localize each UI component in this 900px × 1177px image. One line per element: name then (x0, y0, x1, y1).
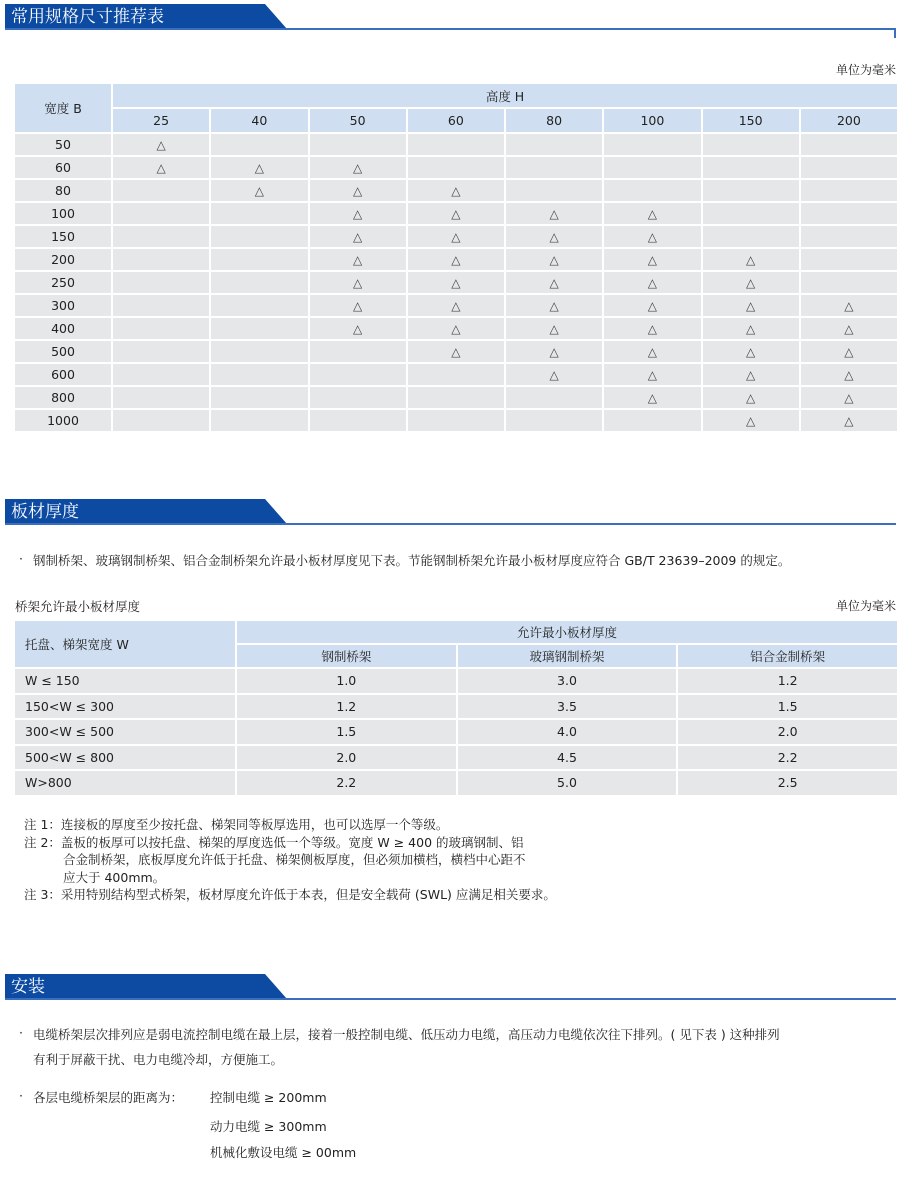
table-cell (211, 226, 307, 247)
col-header-height: 50 (310, 109, 406, 132)
section-banner-install (0, 970, 900, 1010)
table-cell (310, 387, 406, 408)
table-cell (604, 134, 700, 155)
triangle-mark-icon: △ (353, 230, 363, 244)
table-cell (113, 203, 209, 224)
min-thickness-table (13, 619, 899, 797)
table-cell (506, 364, 602, 385)
thickness-intro: 钢制桥架、玻璃钢制桥架、铝合金制桥架允许最小板材厚度见下表。节能钢制桥架允许最小板材厚度应符合 GB/T 23639–2009 的规定。 (33, 553, 791, 568)
table-cell (703, 364, 799, 385)
table-cell (506, 272, 602, 293)
triangle-mark-icon: △ (353, 184, 363, 198)
table-cell (703, 180, 799, 201)
col-header-height: 60 (408, 109, 504, 132)
triangle-mark-icon: △ (156, 161, 166, 175)
table-cell (604, 410, 700, 431)
thickness-value: 1.2 (237, 695, 456, 719)
table-cell (801, 249, 897, 270)
triangle-mark-icon: △ (451, 207, 461, 221)
triangle-mark-icon: △ (549, 345, 559, 359)
note-1: 注 1：连接板的厚度至少按托盘、梯架同等板厚选用，也可以选厚一个等级。 (24, 817, 449, 832)
triangle-mark-icon: △ (353, 207, 363, 221)
table-cell (801, 180, 897, 201)
table-cell (801, 410, 897, 431)
triangle-mark-icon: △ (844, 299, 854, 313)
table-cell (604, 249, 700, 270)
thickness-value: 2.2 (237, 771, 456, 795)
col-group-min-thickness: 允许最小板材厚度 (237, 621, 897, 643)
table-row (15, 226, 897, 247)
triangle-mark-icon: △ (844, 345, 854, 359)
col-header-height: 150 (703, 109, 799, 132)
note-2-line-2: 合金制桥架，底板厚度允许低于托盘、梯架侧板厚度，但必须加横档，横档中心距不 (63, 852, 526, 868)
install-paragraph-line-2: 有利于屏蔽干扰、电力电缆冷却，方便施工。 (33, 1052, 284, 1067)
triangle-mark-icon: △ (156, 138, 166, 152)
table-cell (408, 203, 504, 224)
table-row (15, 669, 897, 693)
banner-rule (5, 28, 896, 30)
triangle-mark-icon: △ (647, 322, 657, 336)
row-header-width-b: 宽度 B (15, 84, 111, 132)
triangle-mark-icon: △ (549, 368, 559, 382)
table-cell (801, 364, 897, 385)
distance-mechanized-cable: 机械化敷设电缆 ≥ 00mm (210, 1145, 357, 1160)
section-banner-specs (0, 0, 900, 40)
table-row (15, 157, 897, 178)
thickness-value: 2.2 (678, 746, 897, 770)
table-row (15, 180, 897, 201)
row-width-range: W>800 (15, 771, 235, 795)
size-recommendation-table (13, 82, 899, 433)
table-cell (211, 341, 307, 362)
table-cell (211, 410, 307, 431)
thickness-value: 1.5 (237, 720, 456, 744)
table-cell (211, 249, 307, 270)
table-cell (801, 341, 897, 362)
triangle-mark-icon: △ (451, 299, 461, 313)
triangle-mark-icon: △ (451, 322, 461, 336)
table-row (15, 410, 897, 431)
row-width-value: 50 (15, 134, 111, 155)
table-cell (604, 364, 700, 385)
table-cell (310, 341, 406, 362)
table-cell (506, 226, 602, 247)
thickness-value: 1.2 (678, 669, 897, 693)
row-width-value: 400 (15, 318, 111, 339)
triangle-mark-icon: △ (746, 253, 756, 267)
col-header-height: 200 (801, 109, 897, 132)
table-cell (408, 318, 504, 339)
table-cell (408, 157, 504, 178)
table-cell (408, 295, 504, 316)
table-cell (604, 226, 700, 247)
table-cell (604, 272, 700, 293)
triangle-mark-icon: △ (353, 253, 363, 267)
table-cell (801, 203, 897, 224)
triangle-mark-icon: △ (746, 276, 756, 290)
table-row (15, 720, 897, 744)
table-cell (310, 157, 406, 178)
table-cell (506, 318, 602, 339)
thickness-value: 1.5 (678, 695, 897, 719)
thickness-value: 3.0 (458, 669, 677, 693)
triangle-mark-icon: △ (353, 276, 363, 290)
table-cell (113, 410, 209, 431)
table-cell (310, 226, 406, 247)
table-cell (408, 341, 504, 362)
table-cell (113, 249, 209, 270)
table-cell (408, 387, 504, 408)
table-row (15, 203, 897, 224)
row-width-value: 500 (15, 341, 111, 362)
triangle-mark-icon: △ (647, 299, 657, 313)
banner-block (5, 974, 287, 999)
col-header-height: 80 (506, 109, 602, 132)
row-width-range: 500<W ≤ 800 (15, 746, 235, 770)
table-cell (604, 157, 700, 178)
table-cell (506, 157, 602, 178)
unit-label: 单位为毫米 (835, 599, 896, 613)
table-cell (801, 157, 897, 178)
table-cell (801, 387, 897, 408)
thickness-value: 2.5 (678, 771, 897, 795)
table-cell (211, 134, 307, 155)
thickness-value: 1.0 (237, 669, 456, 693)
table-cell (310, 272, 406, 293)
table-cell (211, 364, 307, 385)
table-cell (703, 272, 799, 293)
bullet-dot: · (19, 1025, 23, 1040)
col-header-material: 钢制桥架 (237, 645, 456, 667)
triangle-mark-icon: △ (844, 414, 854, 428)
table-cell (801, 318, 897, 339)
triangle-mark-icon: △ (549, 299, 559, 313)
table-cell (310, 318, 406, 339)
table-cell (703, 410, 799, 431)
table-cell (113, 134, 209, 155)
table-cell (801, 295, 897, 316)
triangle-mark-icon: △ (647, 207, 657, 221)
table-row (15, 387, 897, 408)
note-2-line-1: 注 2：盖板的板厚可以按托盘、梯架的厚度选低一个等级。宽度 W ≥ 400 的玻璃钢制、铝 (24, 834, 524, 850)
table-cell (703, 203, 799, 224)
triangle-mark-icon: △ (844, 322, 854, 336)
triangle-mark-icon: △ (254, 161, 264, 175)
triangle-mark-icon: △ (647, 368, 657, 382)
table-row (15, 249, 897, 270)
install-paragraph-line-1: 电缆桥架层次排列应是弱电流控制电缆在最上层，接着一般控制电缆、低压动力电缆，高压动力电缆依次往下排列。( 见下表 ) 这种排列 (33, 1027, 780, 1042)
row-width-range: 150<W ≤ 300 (15, 695, 235, 719)
table-cell (408, 364, 504, 385)
bullet-dot: · (19, 1088, 23, 1103)
section-title: 安装 (11, 977, 45, 997)
unit-label: 单位为毫米 (835, 63, 896, 77)
table-cell (703, 318, 799, 339)
thickness-value: 4.0 (458, 720, 677, 744)
table-cell (703, 341, 799, 362)
notes (24, 816, 556, 904)
row-width-value: 150 (15, 226, 111, 247)
table-cell (113, 318, 209, 339)
banner-rule (5, 998, 896, 1000)
table-cell (310, 295, 406, 316)
triangle-mark-icon: △ (549, 253, 559, 267)
distance-power-cable: 动力电缆 ≥ 300mm (210, 1119, 327, 1134)
table-cell (211, 318, 307, 339)
table-cell (506, 249, 602, 270)
triangle-mark-icon: △ (451, 230, 461, 244)
table-row (15, 318, 897, 339)
table-cell (506, 295, 602, 316)
thickness-value: 2.0 (237, 746, 456, 770)
triangle-mark-icon: △ (549, 230, 559, 244)
triangle-mark-icon: △ (844, 391, 854, 405)
triangle-mark-icon: △ (451, 345, 461, 359)
table-cell (604, 295, 700, 316)
table-cell (113, 295, 209, 316)
table-cell (801, 226, 897, 247)
table-cell (801, 134, 897, 155)
triangle-mark-icon: △ (647, 276, 657, 290)
triangle-mark-icon: △ (451, 253, 461, 267)
triangle-mark-icon: △ (647, 230, 657, 244)
row-width-value: 60 (15, 157, 111, 178)
table-cell (703, 295, 799, 316)
table-cell (113, 387, 209, 408)
table-cell (506, 387, 602, 408)
row-width-value: 80 (15, 180, 111, 201)
row-width-range: 300<W ≤ 500 (15, 720, 235, 744)
table-cell (211, 387, 307, 408)
row-width-value: 200 (15, 249, 111, 270)
table-cell (211, 157, 307, 178)
table-cell (408, 272, 504, 293)
thickness-value: 5.0 (458, 771, 677, 795)
table-row (15, 771, 897, 795)
table-cell (211, 295, 307, 316)
table-cell (506, 180, 602, 201)
table-cell (211, 272, 307, 293)
triangle-mark-icon: △ (451, 184, 461, 198)
thickness-value: 2.0 (678, 720, 897, 744)
triangle-mark-icon: △ (746, 368, 756, 382)
triangle-mark-icon: △ (353, 322, 363, 336)
table-cell (703, 157, 799, 178)
col-header-material: 铝合金制桥架 (678, 645, 897, 667)
table-row (15, 295, 897, 316)
table-cell (506, 134, 602, 155)
row-width-value: 1000 (15, 410, 111, 431)
table-cell (801, 272, 897, 293)
table-cell (310, 134, 406, 155)
triangle-mark-icon: △ (549, 276, 559, 290)
distance-control-cable: 控制电缆 ≥ 200mm (210, 1090, 327, 1105)
col-header-height: 40 (211, 109, 307, 132)
table-cell (408, 180, 504, 201)
triangle-mark-icon: △ (647, 391, 657, 405)
table-cell (211, 203, 307, 224)
table-cell (408, 226, 504, 247)
note-2-line-3: 应大于 400mm。 (63, 869, 166, 885)
table-cell (310, 180, 406, 201)
row-width-value: 300 (15, 295, 111, 316)
table-cell (604, 203, 700, 224)
col-header-material: 玻璃钢制桥架 (458, 645, 677, 667)
table-cell (703, 226, 799, 247)
thickness-value: 3.5 (458, 695, 677, 719)
triangle-mark-icon: △ (549, 322, 559, 336)
note-3: 注 3：采用特别结构型式桥架，板材厚度允许低于本表，但是安全载荷 (SWL) 应满足相关要求。 (24, 887, 556, 903)
table-cell (408, 249, 504, 270)
table-cell (113, 226, 209, 247)
row-width-value: 100 (15, 203, 111, 224)
triangle-mark-icon: △ (353, 299, 363, 313)
table-cell (113, 341, 209, 362)
banner-rule (5, 523, 896, 525)
triangle-mark-icon: △ (254, 184, 264, 198)
triangle-mark-icon: △ (647, 253, 657, 267)
row-width-value: 800 (15, 387, 111, 408)
table-cell (604, 387, 700, 408)
col-header-height: 25 (113, 109, 209, 132)
table-cell (703, 387, 799, 408)
table-row (15, 341, 897, 362)
table-cell (211, 180, 307, 201)
distance-label: 各层电缆桥架层的距离为： (33, 1090, 184, 1105)
triangle-mark-icon: △ (746, 345, 756, 359)
row-width-value: 600 (15, 364, 111, 385)
table-cell (604, 180, 700, 201)
table-cell (113, 180, 209, 201)
section-title: 常用规格尺寸推荐表 (11, 7, 164, 27)
table-row (15, 364, 897, 385)
banner-tick (894, 28, 896, 38)
triangle-mark-icon: △ (451, 276, 461, 290)
row-width-range: W ≤ 150 (15, 669, 235, 693)
table-cell (506, 410, 602, 431)
row-header-width-w: 托盘、梯架宽度 W (15, 621, 235, 667)
col-group-height-h: 高度 H (113, 84, 897, 107)
triangle-mark-icon: △ (844, 368, 854, 382)
table-cell (506, 341, 602, 362)
thickness-value: 4.5 (458, 746, 677, 770)
section-banner-thickness (0, 495, 900, 535)
triangle-mark-icon: △ (746, 414, 756, 428)
table-cell (506, 203, 602, 224)
table-cell (310, 203, 406, 224)
col-header-height: 100 (604, 109, 700, 132)
triangle-mark-icon: △ (746, 299, 756, 313)
row-width-value: 250 (15, 272, 111, 293)
table-cell (113, 157, 209, 178)
table-cell (113, 272, 209, 293)
table-cell (703, 134, 799, 155)
table-caption: 桥架允许最小板材厚度 (15, 599, 141, 614)
table-cell (310, 410, 406, 431)
table-row (15, 695, 897, 719)
triangle-mark-icon: △ (746, 391, 756, 405)
section-title: 板材厚度 (11, 502, 79, 522)
table-row (15, 746, 897, 770)
table-cell (408, 410, 504, 431)
triangle-mark-icon: △ (353, 161, 363, 175)
table-cell (604, 341, 700, 362)
table-cell (310, 249, 406, 270)
table-row (15, 134, 897, 155)
table-cell (604, 318, 700, 339)
table-row (15, 272, 897, 293)
table-cell (113, 364, 209, 385)
table-cell (408, 134, 504, 155)
triangle-mark-icon: △ (746, 322, 756, 336)
bullet-dot: · (19, 551, 23, 566)
triangle-mark-icon: △ (549, 207, 559, 221)
table-cell (703, 249, 799, 270)
triangle-mark-icon: △ (647, 345, 657, 359)
table-cell (310, 364, 406, 385)
